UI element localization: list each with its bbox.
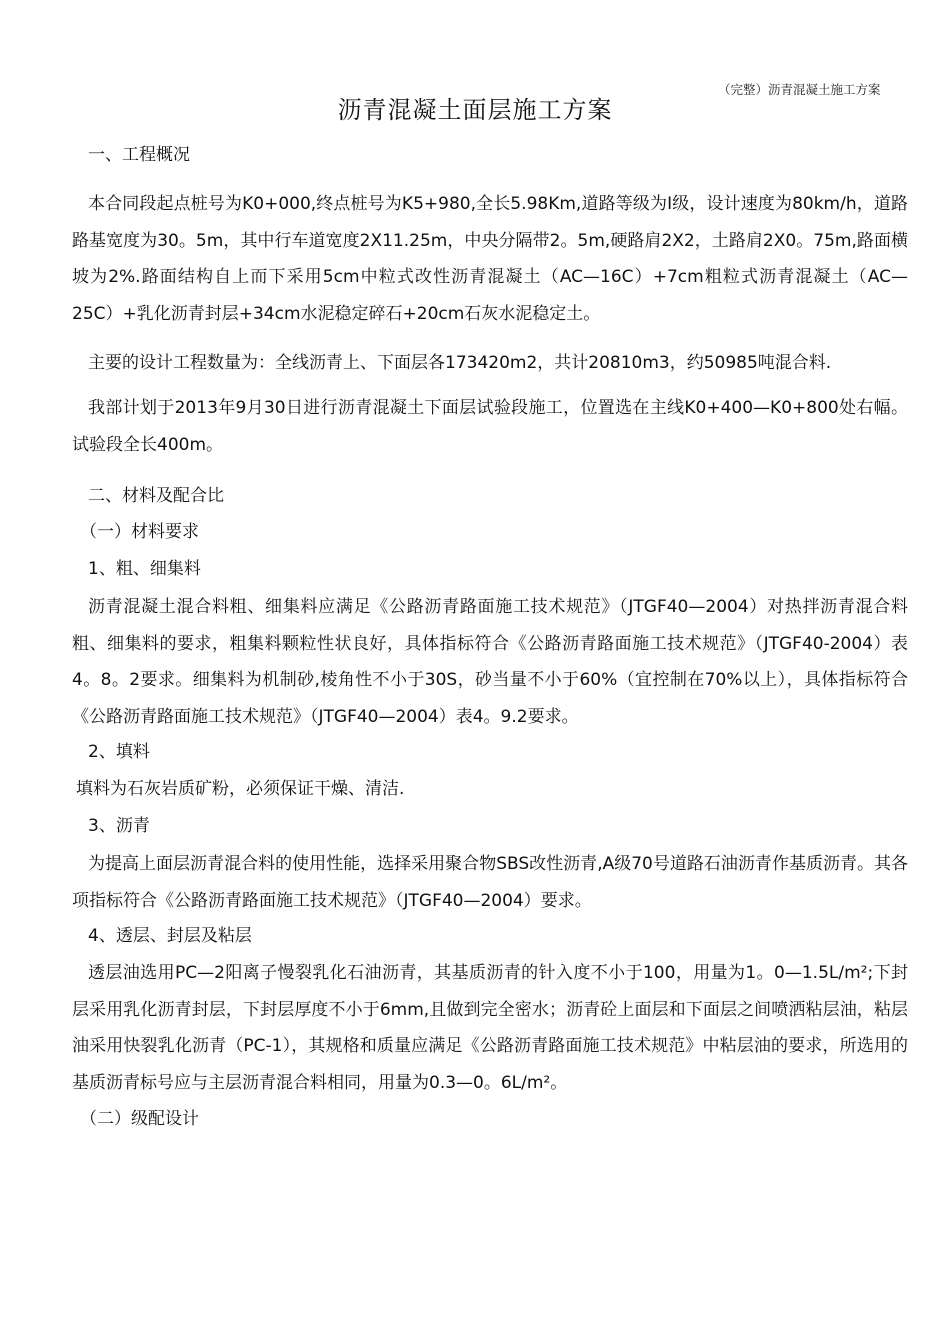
paragraph-project-overview: 本合同段起点桩号为K0+000,终点桩号为K5+980,全长5.98Km,道路等级为Ⅰ级，设计速度为80km/h，道路路基宽度为30。5m，其中行车道宽度2X11.25m，中央分隔带2。5m,硬路肩2X2，土路肩2X0。75m,路面横坡为2%.路面结构自上而下采用5cm中粒式改性沥青混凝土（AC—16C）+7cm粗粒式沥青混凝土（AC—25C）+乳化沥青封层+34cm水泥稳定碎石+20cm石灰水泥稳定土。 xyxy=(72,194,908,324)
paragraph-layers: 透层油选用PC—2阳离子慢裂乳化石油沥青，其基质沥青的针入度不小于100，用量为1。0—1.5L/m²;下封层采用乳化沥青封层，下封层厚度不小于6mm,且做到完全密水；沥青砼上面层和下面层之间喷洒粘层油，粘层油采用快裂乳化沥青（PC-1），其规格和质量应满足《公路沥青路面施工技术规范》中粘层油的要求，所选用的基质沥青标号应与主层沥青混合料相同，用量为0.3—0。6L/m²。 xyxy=(72,963,908,1093)
paragraph-filler: 填料为石灰岩质矿粉，必须保证干燥、清洁. xyxy=(76,779,405,799)
paragraph-asphalt: 为提高上面层沥青混合料的使用性能，选择采用聚合物SBS改性沥青,A级70号道路石油沥青作基质沥青。其各项指标符合《公路沥青路面施工技术规范》（JTGF40—2004）要求。 xyxy=(72,854,908,911)
page-title: 沥青混凝土面层施工方案 xyxy=(337,96,613,124)
item-heading-asphalt: 3、沥青 xyxy=(88,816,150,836)
subsection-heading-material-requirements: （一）材料要求 xyxy=(80,522,199,542)
item-heading-filler: 2、填料 xyxy=(88,742,150,762)
paragraph-test-section: 我部计划于2013年9月30日进行沥青混凝土下面层试验段施工，位置选在主线K0+400—K0+800处右幅。试验段全长400m。 xyxy=(72,398,908,455)
header-note: （完整）沥青混凝土施工方案 xyxy=(718,82,881,97)
paragraph-aggregates: 沥青混凝土混合料粗、细集料应满足《公路沥青路面施工技术规范》（JTGF40—2004）对热拌沥青混合料粗、细集料的要求，粗集料颗粒性状良好，具体指标符合《公路沥青路面施工技术规范》（JTGF40-2004）表4。8。2要求。细集料为机制砂,棱角性不小于30S，砂当量不小于60%（宜控制在70%以上），具体指标符合《公路沥青路面施工技术规范》（JTGF40—2004）表4。9.2要求。 xyxy=(72,597,908,727)
section-heading-overview: 一、工程概况 xyxy=(88,145,190,165)
item-heading-layers: 4、透层、封层及粘层 xyxy=(88,926,252,946)
item-heading-aggregates: 1、粗、细集料 xyxy=(88,559,201,579)
paragraph-quantities: 主要的设计工程数量为：全线沥青上、下面层各173420m2，共计20810m3，约50985吨混合料. xyxy=(88,353,832,373)
section-heading-materials: 二、材料及配合比 xyxy=(88,486,224,506)
subsection-heading-gradation-design: （二）级配设计 xyxy=(80,1109,199,1129)
